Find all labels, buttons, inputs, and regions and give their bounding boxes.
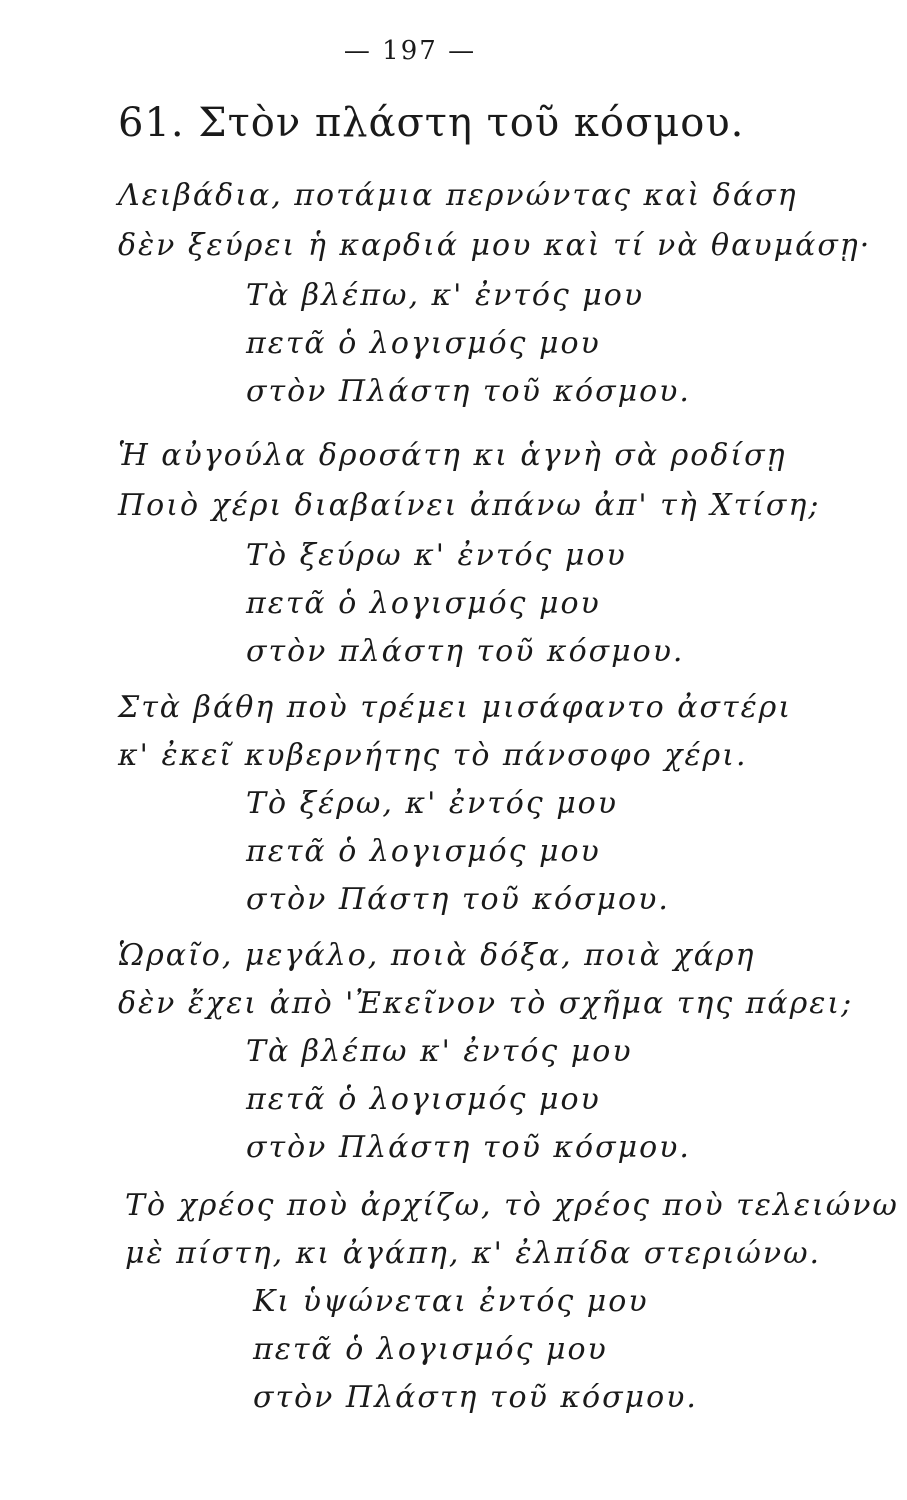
verse-line: μὲ πίστη, κι ἀγάπη, κ' ἐλπίδα στεριώνω. bbox=[125, 1236, 822, 1271]
verse-line: δὲν ξεύρει ἡ καρδιά μου καὶ τί νὰ θαυμάσῃ· bbox=[118, 228, 872, 263]
refrain-line: Κι ὑψώνεται ἐντός μου bbox=[253, 1284, 649, 1319]
refrain-line: πετᾶ ὁ λογισμός μου bbox=[246, 586, 601, 621]
refrain-line: στὸν Πλάστη τοῦ κόσμου. bbox=[246, 374, 691, 409]
page-number: — 197 — bbox=[343, 36, 477, 66]
refrain-line: στὸν Πλάστη τοῦ κόσμου. bbox=[246, 1130, 691, 1165]
verse-line: Ἡ αὐγούλα δροσάτη κι ἁγνὴ σὰ ροδίσῃ bbox=[118, 438, 787, 473]
refrain-line: πετᾶ ὁ λογισμός μου bbox=[246, 834, 601, 869]
verse-line: δὲν ἔχει ἀπὸ 'Ἐκεῖνον τὸ σχῆμα της πάρει; bbox=[118, 986, 854, 1021]
verse-line: Λειβάδια, ποτάμια περνώντας καὶ δάση bbox=[118, 178, 798, 213]
refrain-line: πετᾶ ὁ λογισμός μου bbox=[246, 1082, 601, 1117]
refrain-line: Τὸ ξέρω, κ' ἐντός μου bbox=[246, 786, 618, 821]
poem-title: 61. Στὸν πλάστη τοῦ κόσμου. bbox=[118, 100, 745, 146]
refrain-line: πετᾶ ὁ λογισμός μου bbox=[246, 326, 601, 361]
refrain-line: Τὸ ξεύρω κ' ἐντός μου bbox=[246, 538, 627, 573]
verse-line: Στὰ βάθη ποὺ τρέμει μισάφαντο ἀστέρι bbox=[118, 690, 793, 725]
refrain-line: πετᾶ ὁ λογισμός μου bbox=[253, 1332, 608, 1367]
refrain-line: στὸν πλάστη τοῦ κόσμου. bbox=[246, 634, 685, 669]
verse-line: Ὡραῖο, μεγάλο, ποιὰ δόξα, ποιὰ χάρη bbox=[118, 938, 756, 973]
refrain-line: Τὰ βλέπω κ' ἐντός μου bbox=[246, 1034, 633, 1069]
verse-line: Τὸ χρέος ποὺ ἀρχίζω, τὸ χρέος ποὺ τελειώνω bbox=[125, 1188, 899, 1223]
verse-line: Ποιὸ χέρι διαβαίνει ἀπάνω ἀπ' τὴ Χτίση; bbox=[118, 488, 821, 523]
refrain-line: Τὰ βλέπω, κ' ἐντός μου bbox=[246, 278, 645, 313]
refrain-line: στὸν Πάστη τοῦ κόσμου. bbox=[246, 882, 670, 917]
refrain-line: στὸν Πλάστη τοῦ κόσμου. bbox=[253, 1380, 698, 1415]
verse-line: κ' ἐκεῖ κυβερνήτης τὸ πάνσοφο χέρι. bbox=[118, 738, 748, 773]
